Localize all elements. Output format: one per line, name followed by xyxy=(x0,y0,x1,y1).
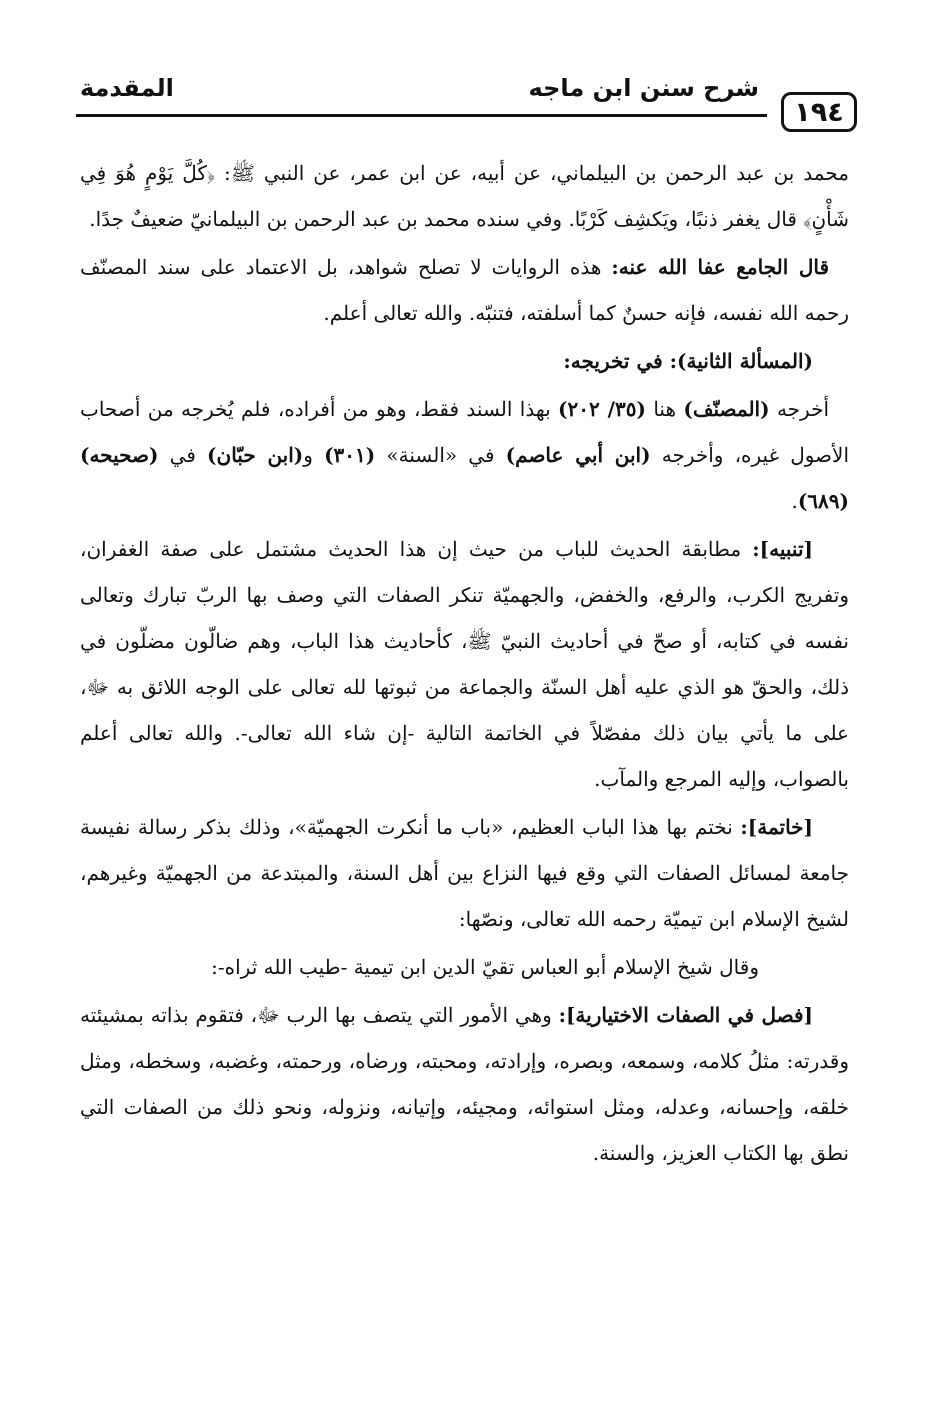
paragraph-6 xyxy=(80,804,849,942)
p4-o: . xyxy=(791,489,798,513)
p4-a: أخرجه xyxy=(769,397,829,421)
p4-e: بهذا السند فقط، وهو من أفراده، فلم يُخرجه من أصحاب الأصول غيره، وأخرجه xyxy=(80,397,850,467)
compiler-remark-label: قال الجامع عفا الله عنه: xyxy=(611,255,830,279)
p4-ref-1: (٣٥/ ٢٠٢) xyxy=(558,397,646,421)
paragraph-3 xyxy=(80,338,849,384)
section-heading-attributes: [فصل في الصفات الاختيارية]: xyxy=(558,1003,813,1027)
paragraph-5 xyxy=(80,526,849,802)
p4-i: و xyxy=(303,443,325,467)
paragraph-2-text: هذه الروايات لا تصلح شواهد، بل الاعتماد على سند المصنّف رحمه الله نفسه، فإنه حسنٌ كما أسلفته، فتنبّه. والله تعالى أعلم. xyxy=(80,255,849,325)
p4-c: هنا xyxy=(645,397,684,421)
paragraph-5-text: مطابقة الحديث للباب من حيث إن هذا الحديث مشتمل على صفة الغفران، وتفريج الكرب، والرفع، والخفض، والجهميّة تنكر الصفات التي وصف بها الربّ تبارك وتعالى نفسه في كتابه، أو صحّ في أحاديث النبيّ ﷺ، كأحاديث هذا الباب، وهم ضالّون مضلّون في ذلك، والحقّ هو الذي عليه أهل السنّة والجماعة من ثبوتها لله تعالى على الوجه اللائق به ﷻ، على ما يأتي بيان ذلك مفصّلاً في الخاتمة التالية -إن شاء الله تعالى-. والله تعالى أعلم بالصواب، وإليه المرجع والمآب. xyxy=(80,537,849,791)
p4-k: في xyxy=(158,443,208,467)
conclusion-label: [خاتمة]: xyxy=(740,815,813,839)
p4-ibn-abi-asim: (ابن أبي عاصم) xyxy=(505,443,651,467)
issue-two-heading: (المسألة الثانية): في تخريجه: xyxy=(563,349,813,373)
note-label: [تنبيه]: xyxy=(752,537,813,561)
paragraph-2 xyxy=(80,244,849,336)
page-body xyxy=(80,150,849,1178)
paragraph-1: محمد بن عبد الرحمن بن البيلماني، عن أبيه، عن ابن عمر، عن النبي ﷺ: ﴿كُلَّ يَوْمٍ هُوَ فِي شَأْنٍ﴾ قال يغفر ذنبًا، ويَكشِف كَرْبًا. وفي سنده محمد بن عبد الرحمن بن البيلمانيّ ضعيفٌ جدًا. xyxy=(80,161,849,231)
paragraph-8-text: وهي الأمور التي يتصف بها الرب ﷻ، فتقوم بذاته بمشيئته وقدرته: مثلُ كلامه، وسمعه، وبصره، وإرادته، ومحبته، ورضاه، ورحمته، وغضبه، وسخطه، ومثل خلقه، وإحسانه، وعدله، ومثل استوائه، ومجيئه، وإتيانه، ونزوله، ونحو ذلك من الصفات التي نطق بها الكتاب العزيز، والسنة. xyxy=(80,1003,849,1165)
page-header xyxy=(76,68,849,128)
book-title: شرح سنن ابن ماجه xyxy=(528,74,759,102)
paragraph-7: وقال شيخ الإسلام أبو العباس تقيّ الدين ابن تيمية -طيب الله ثراه-: xyxy=(211,955,759,979)
section-title: المقدمة xyxy=(80,74,174,102)
paragraph-8 xyxy=(80,992,849,1176)
p4-ref-3: (٦٨٩) xyxy=(797,489,849,513)
p4-musannif: (المصنّف) xyxy=(683,397,770,421)
page-number: ١٩٤ xyxy=(781,92,857,132)
p4-ibn-hibban: (ابن حبّان) xyxy=(207,443,304,467)
p4-g: في «السنة» xyxy=(375,443,506,467)
header-divider xyxy=(76,114,767,117)
paragraph-4 xyxy=(80,386,849,524)
p4-ref-2: (٣٠١) xyxy=(324,443,376,467)
paragraph-6-text: نختم بها هذا الباب العظيم، «باب ما أنكرت الجهميّة»، وذلك بذكر رسالة نفيسة جامعة لمسائل الصفات التي وقع فيها النزاع بين أهل السنة، والمبتدعة من الجهميّة وغيرهم، لشيخ الإسلام ابن تيميّة رحمه الله تعالى، ونصّها: xyxy=(80,815,849,931)
p4-sahih: (صحيحه) xyxy=(80,443,159,467)
